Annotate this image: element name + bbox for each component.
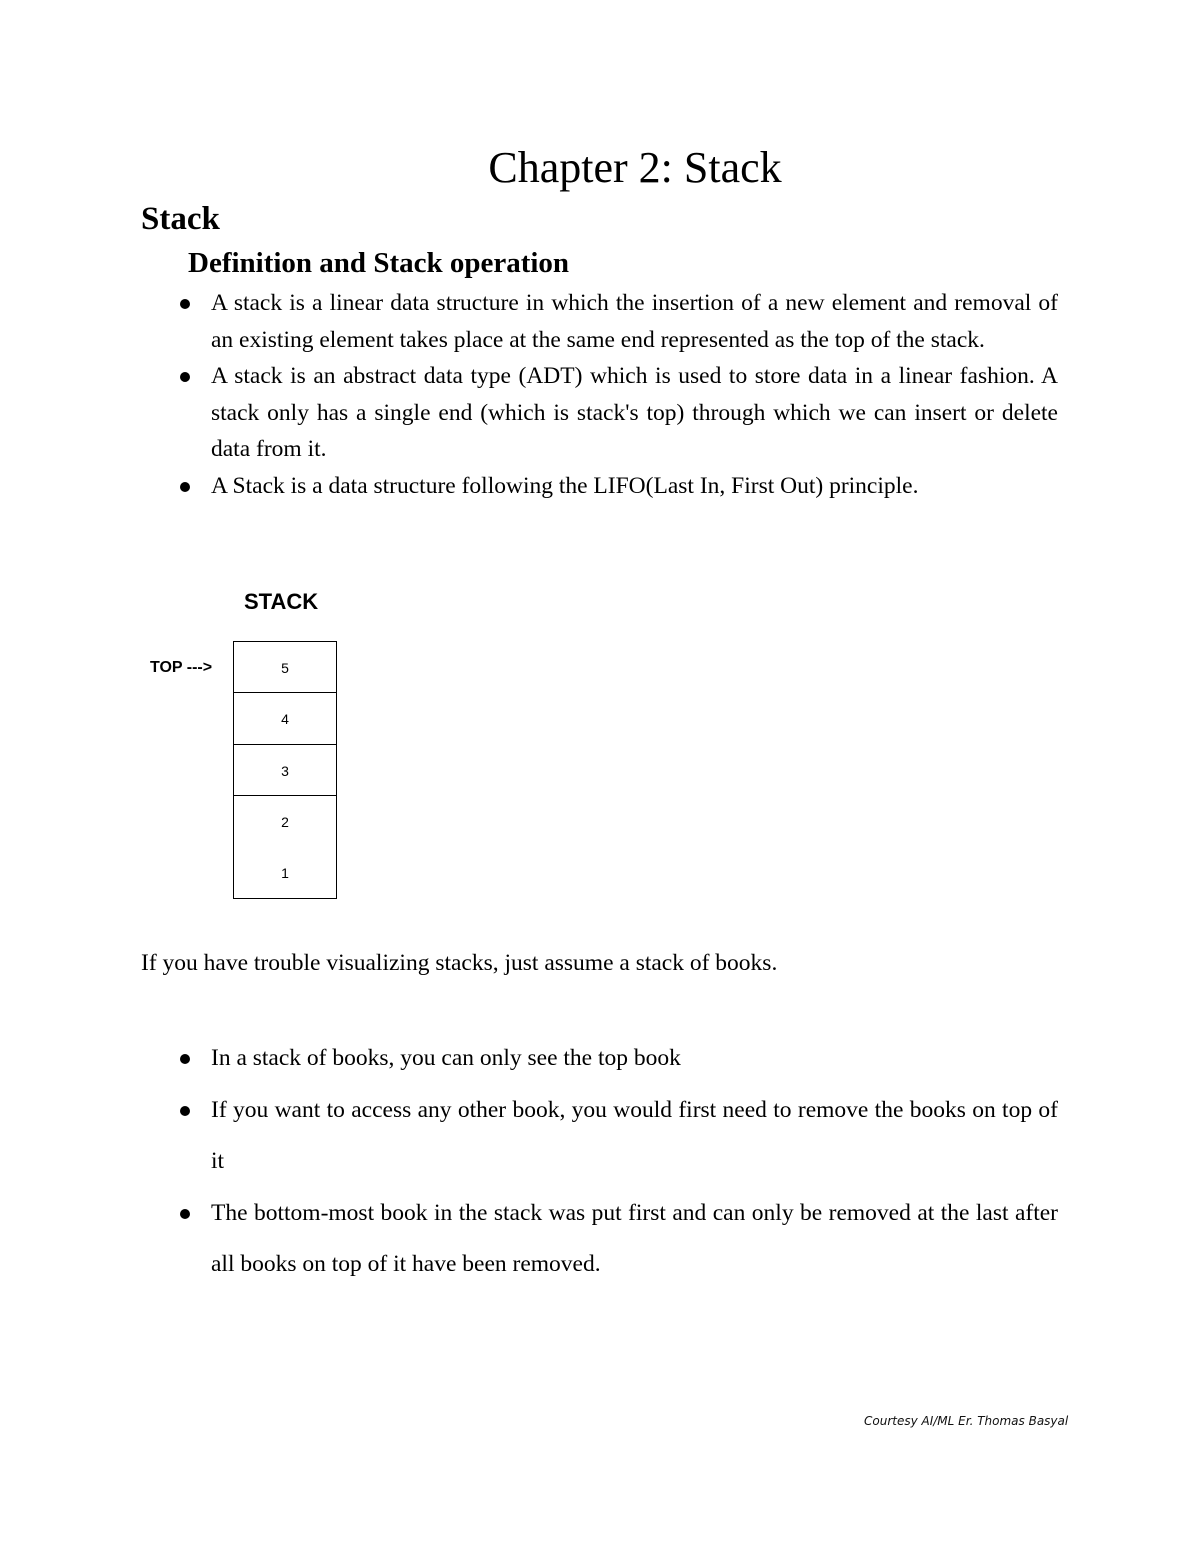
stack-cell-divider	[234, 795, 336, 796]
bullet-text: A stack is a linear data structure in which the insertion of a new element and removal of an existing element takes place at the same end represented as the top of the stack.	[211, 290, 1058, 353]
bullet-text: A Stack is a data structure following the LIFO(Last In, First Out) principle.	[211, 472, 919, 499]
diagram-title: STACK	[244, 589, 319, 614]
stack-box	[233, 641, 337, 899]
section-title: Stack	[141, 201, 220, 237]
bullet-text: In a stack of books, you can only see the top book	[211, 1045, 681, 1071]
list-item	[0, 285, 1058, 358]
stack-cell-value: 4	[281, 711, 289, 727]
bullet-icon	[180, 1106, 190, 1116]
list-item	[0, 1033, 1058, 1085]
bullet-icon	[180, 372, 190, 382]
list-item	[0, 468, 1058, 505]
subsection-title: Definition and Stack operation	[188, 247, 570, 279]
bullet-icon	[180, 299, 190, 309]
courtesy-footer: Courtesy AI/ML Er. Thomas Basyal	[864, 1414, 1069, 1428]
bullet-text: If you want to access any other book, you would first need to remove the books on top of it	[211, 1096, 1058, 1174]
books-intro-paragraph: If you have trouble visualizing stacks, just assume a stack of books.	[141, 950, 778, 976]
bullet-icon	[180, 1209, 190, 1219]
definition-bullet-list	[0, 285, 1058, 505]
top-pointer-label: TOP --->	[150, 659, 213, 676]
stack-cell-value: 2	[281, 814, 289, 830]
stack-cell-value: 5	[281, 660, 289, 676]
bullet-icon	[180, 1054, 190, 1064]
books-bullet-list	[0, 1033, 1058, 1291]
bullet-text: A stack is an abstract data type (ADT) which is used to store data in a linear fashion. A stack only has a single end (which is stack's top) through which we can insert or delete data from it.	[211, 363, 1058, 463]
stack-cell-divider	[234, 744, 336, 745]
stack-cell-value: 3	[281, 763, 289, 779]
page-title: Chapter 2: Stack	[488, 143, 782, 192]
list-item	[0, 358, 1058, 468]
bullet-icon	[180, 482, 190, 492]
list-item	[0, 1188, 1058, 1291]
stack-cell-divider	[234, 692, 336, 693]
stack-cell-value: 1	[281, 865, 289, 881]
list-item	[0, 1085, 1058, 1188]
bullet-text: The bottom-most book in the stack was put first and can only be removed at the last after all books on top of it have been removed.	[211, 1199, 1058, 1277]
